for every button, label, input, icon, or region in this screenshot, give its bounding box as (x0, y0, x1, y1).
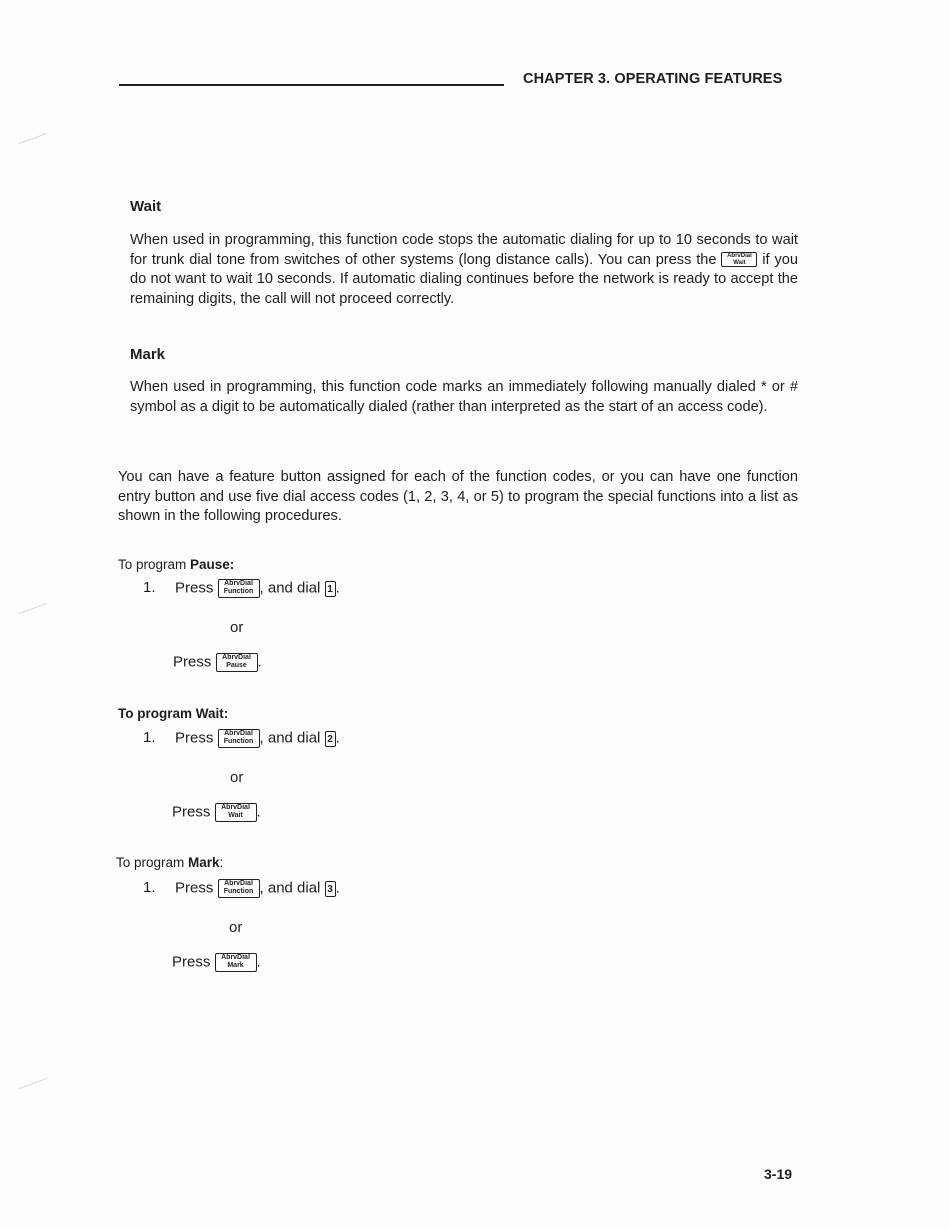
page-number: 3-19 (764, 1166, 793, 1182)
mark-heading: Mark (130, 346, 166, 363)
procedure-wait-or: or (230, 769, 244, 786)
scan-speck (19, 1078, 48, 1089)
dial-digit-1: 1 (325, 581, 336, 597)
procedure-wait-intro: To program Wait: (118, 706, 229, 721)
procedure-mark-intro: To program Mark: (116, 855, 224, 870)
wait-text-after-key: if you do not want to wait 10 seconds. If automatic dialing continues before the network is ready to accept the remaining digits, the call will not proceed correctly. (130, 251, 798, 307)
procedure-mark-alt: Press AbrvDial Mark . (172, 953, 261, 971)
scan-speck (19, 133, 48, 144)
header-rule (119, 84, 504, 86)
scan-speck (19, 603, 48, 614)
abrvdial-pause-key: AbrvDial Pause (216, 653, 258, 672)
abrvdial-function-key: AbrvDial Function (218, 579, 260, 598)
procedure-pause-intro: To program Pause: (118, 557, 235, 572)
abrvdial-function-key: AbrvDial Function (218, 729, 260, 748)
wait-heading: Wait (130, 198, 162, 215)
procedure-pause-or: or (230, 619, 244, 636)
abrvdial-function-key: AbrvDial Function (218, 879, 260, 898)
mark-paragraph: When used in programming, this function code marks an immediately following manually dialed * or # symbol as a digit to be automatically dialed (rather than interpreted as the start of an access code). (130, 379, 798, 415)
intro-paragraph: You can have a feature button assigned for each of the function codes, or you can have one function entry button and use five dial access codes (1, 2, 3, 4, or 5) to program the special functions into a list as shown in the following procedures. (118, 469, 798, 524)
procedure-wait-alt: Press AbrvDial Wait . (172, 803, 261, 821)
wait-text-before-key: When used in programming, this function code stops the automatic dialing for up to 10 seconds to wait for trunk dial tone from switches of other systems (long distance calls). You can press the (130, 232, 798, 268)
abrvdial-mark-key: AbrvDial Mark (215, 953, 257, 972)
wait-paragraph (130, 231, 798, 309)
abrvdial-wait-key: AbrvDial Wait (721, 252, 757, 267)
dial-digit-2: 2 (325, 731, 336, 747)
procedure-pause-step: 1. Press AbrvDial Function , and dial 1 . (143, 579, 340, 597)
procedure-pause-alt: Press AbrvDial Pause . (173, 653, 262, 671)
chapter-title: CHAPTER 3. OPERATING FEATURES (523, 71, 783, 87)
abrvdial-wait-key: AbrvDial Wait (215, 803, 257, 822)
procedure-mark-step: 1. Press AbrvDial Function , and dial 3 . (143, 879, 340, 897)
procedure-mark-or: or (229, 919, 243, 936)
procedure-wait-step: 1. Press AbrvDial Function , and dial 2 . (143, 729, 340, 747)
dial-digit-3: 3 (325, 881, 336, 897)
